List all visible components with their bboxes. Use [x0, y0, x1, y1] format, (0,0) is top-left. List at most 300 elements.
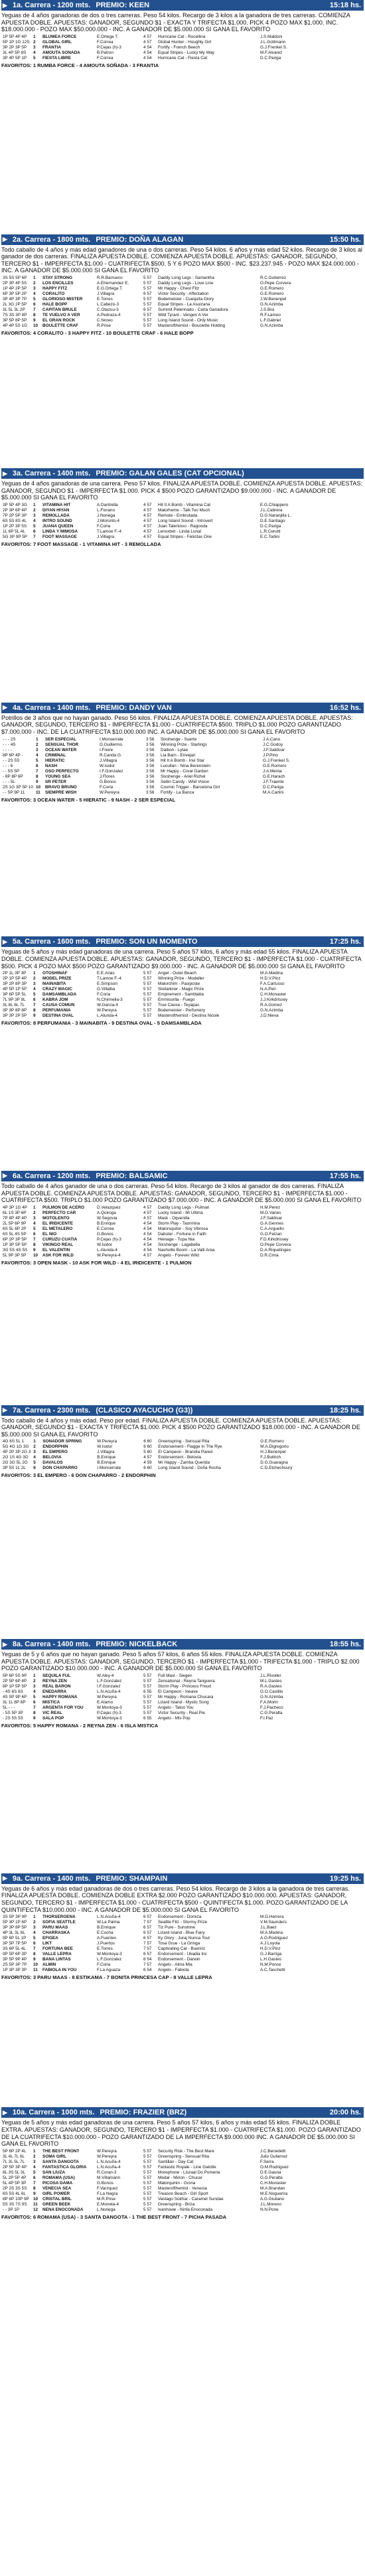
runner-pedigree: Endorsement - Ukadia Inc — [158, 1952, 207, 1957]
runner-age-weight: 5 57 — [143, 296, 152, 301]
runner-jockey: L.N.Acuña-4 — [97, 1915, 121, 1920]
runner-name: FIESTA LIBRE — [42, 55, 71, 60]
runner-form: 4P 4P 5S 1G — [3, 323, 28, 328]
runner-age-weight: 4 54 — [143, 44, 152, 50]
runner-age-weight: 3 56 — [145, 790, 155, 795]
runner-age-weight: 3 56 — [145, 752, 155, 758]
runner-row — [1, 45, 364, 50]
runner-row — [1, 1962, 364, 1968]
runner-name: CHARRASKA — [42, 1931, 70, 1936]
runner-jockey: W.Isidor — [97, 1242, 113, 1247]
runner-form: 1P 3P 3P 3P — [3, 1968, 27, 1973]
runner-jockey: E.Correa — [97, 1226, 114, 1231]
race-header — [1, 0, 364, 11]
runner-trainer: G.N.Azimba — [260, 301, 283, 307]
runner-age-weight: 5 57 — [143, 317, 152, 323]
runner-row — [1, 1237, 364, 1243]
runner-name: FRANTIA — [42, 44, 62, 50]
runner-jockey: F.Correa — [97, 55, 113, 60]
runner-form: - 8P 8P 6P — [3, 774, 23, 779]
runner-name: ARGENTA FOR YOU — [42, 1705, 84, 1710]
runner-number: 4 — [33, 1689, 36, 1694]
runner-jockey: B.Patron — [97, 50, 113, 55]
runner-name: HAPPY ROMANA — [42, 1694, 78, 1699]
runner-form: 2S 5P 3P 7P — [3, 1962, 27, 1968]
runner-row — [1, 785, 364, 790]
runner-age-weight: 6 57 — [143, 1936, 152, 1941]
race-header — [1, 1639, 364, 1650]
runner-trainer: Julio Gutierrez — [260, 2154, 288, 2159]
runner-row — [1, 2197, 364, 2202]
runner-name: CRAZY MAGIC — [42, 987, 72, 992]
runner-number: 2 — [33, 976, 36, 982]
runner-name: BANA LINTAS — [42, 1957, 71, 1962]
runner-age-weight: 5 57 — [143, 2207, 152, 2212]
race-premio: PREMIO: KEEN — [96, 1, 150, 9]
runner-age-weight: 5 60 — [143, 1450, 152, 1455]
runner-name: VENECIA SEA — [42, 2186, 72, 2191]
runner-row — [1, 318, 364, 323]
runner-age-weight: 5 57 — [143, 323, 152, 328]
runner-pedigree: El Campeon - Brandia Pared — [158, 1450, 212, 1455]
runner-name: SONADOR SPRING — [42, 1439, 82, 1444]
runner-number: 1 — [33, 1673, 36, 1678]
runner-age-weight: 6 60 — [143, 1444, 152, 1450]
runner-number: 12 — [33, 2207, 38, 2212]
runner-form: 4P 3L 3L 8L — [3, 1931, 25, 1936]
runner-age-weight: 6 60 — [143, 1466, 152, 1471]
runner-jockey: J.Noriega — [97, 513, 115, 518]
runner-number: 4 — [33, 1221, 36, 1226]
runner-form: 1P 4P 2P 5P — [3, 286, 27, 291]
runner-jockey: L.Fiorano — [97, 507, 115, 513]
runner-name: REYNA ZEN — [42, 1678, 67, 1683]
runner-form: 7L 3L 5L 7L — [3, 2159, 25, 2164]
runner-age-weight: 4 57 — [143, 1455, 152, 1460]
runner-age-weight: 5 57 — [143, 1008, 152, 1013]
runner-name: LIKT — [42, 1941, 52, 1946]
race-header — [1, 234, 364, 245]
runner-trainer: O.M.Rodriguez — [260, 2164, 289, 2170]
runner-row — [1, 1674, 364, 1679]
runner-pedigree: Hit It A Bomb - Invi Star — [160, 758, 205, 763]
race-premio: PREMIO: SON UN MOMENTO — [96, 938, 198, 946]
runner-trainer: G.J.Barriga — [260, 1952, 282, 1957]
runner-number: 2 — [33, 39, 36, 44]
runners-table — [1, 737, 364, 796]
runner-number: 4 — [33, 518, 36, 523]
race-header — [1, 1405, 364, 1416]
runner-name: PERFECTO CAR — [42, 1210, 76, 1215]
runner-age-weight: 5 57 — [143, 1683, 152, 1689]
runner-row — [1, 519, 364, 524]
runner-row — [1, 2186, 364, 2191]
race-time: 18:25 hs. — [329, 1406, 361, 1415]
runner-form: 3P 3P 8P 5P — [3, 1925, 27, 1931]
runner-form: 6S 5S 4L 6L — [3, 2191, 26, 2196]
runner-age-weight: 6 57 — [143, 1952, 152, 1957]
runner-number: 10 — [33, 1962, 38, 1968]
runner-number: 10 — [33, 1252, 38, 1258]
runner-pedigree: Juan Talentoso - Ragooda — [158, 523, 208, 529]
runner-trainer: J.J.Kirkdrissey — [260, 997, 288, 1003]
runner-jockey: F.Coria — [97, 992, 111, 997]
runner-trainer: G.N.Azimba — [260, 1694, 283, 1699]
runner-jockey: G.Bonos — [97, 2180, 113, 2186]
runner-number: 11 — [33, 2201, 38, 2207]
runner-pedigree: Wild Tyrant - Vengen A Ver — [158, 312, 208, 317]
runner-trainer: G.E.Romero — [260, 1439, 284, 1444]
runner-form: 5P 1P 1G 12S — [3, 39, 30, 44]
runner-trainer: A.O.Rodriguez — [260, 1936, 288, 1941]
runner-pedigree: Global Hunter - Houghly Girl — [158, 39, 212, 44]
runner-trainer: R.A.Gomez — [260, 1003, 283, 1008]
race-number-distance: 6a. Carrera - 1200 mts. — [12, 1171, 91, 1180]
runner-age-weight: 4 57 — [143, 1205, 152, 1210]
runner-row — [1, 1221, 364, 1227]
chevron-right-icon: ▶ — [3, 236, 7, 243]
runner-row — [1, 286, 364, 292]
runner-name: AMOUTA SONADA — [42, 50, 80, 55]
runner-jockey: L.F.Gonzalez — [97, 1957, 122, 1962]
runner-pedigree: Mr Happy - Zamba Querida — [158, 1460, 210, 1466]
runner-trainer: G.J.Frenkel S. — [260, 44, 287, 50]
race-section — [0, 1639, 365, 1873]
runner-number: 1 — [33, 1915, 36, 1920]
runner-form: 2P 1L 3P 3P — [3, 971, 27, 976]
runner-pedigree: Angelo - Mis Pop — [158, 1715, 190, 1721]
runner-number: 3 — [33, 513, 36, 518]
runner-pedigree: Hurricane Cat - Fiesta Cat — [158, 55, 208, 60]
runner-age-weight: 5 57 — [143, 2154, 152, 2159]
runner-jockey: P.Cejas (h)-3 — [97, 1710, 121, 1715]
runner-pedigree: Masterofthemist - Bouclette Holding — [158, 323, 226, 328]
runner-row — [1, 987, 364, 992]
runner-form: 6L 1S 3P 6P — [3, 1210, 27, 1215]
runner-name: LINDA Y MIMOSA — [42, 529, 78, 534]
runner-row — [1, 302, 364, 307]
runner-pedigree: Daibon - Lytae — [160, 747, 188, 752]
runner-name: SALA POP — [42, 1715, 64, 1721]
runner-trainer: M.L.Gastes — [260, 1678, 282, 1683]
runner-number: 9 — [33, 317, 36, 323]
runner-row — [1, 2202, 364, 2207]
runner-trainer: N.N.Pone — [260, 2207, 279, 2212]
runner-trainer: M.A.Digregorio — [260, 1444, 289, 1450]
race-favorites: FAVORITOS: 3 EL EMPERO - 6 DON CHAPARRO - 2 ENDORPHIN — [1, 1472, 156, 1479]
runner-form: 2P 2S 3S 5S — [3, 2186, 27, 2191]
runner-age-weight: 4 57 — [143, 34, 152, 39]
runner-trainer: F.J.Bullrich — [260, 1455, 281, 1460]
runner-form: 9P 6P 5L 1P — [3, 1936, 27, 1941]
runner-number: 7 — [33, 534, 36, 539]
runner-jockey: E.E.Arias — [97, 971, 115, 976]
race-time: 15:18 hs. — [329, 1, 361, 9]
runner-form: 7S 3S 3P 8P — [3, 312, 27, 317]
runner-name: EL VALENTIN — [42, 1247, 70, 1252]
runner-name: GLORIOSO MISTER — [42, 296, 83, 301]
runner-trainer: J.F.Traente — [262, 779, 284, 784]
runner-row — [1, 1460, 364, 1466]
runner-form: 9P 5P 6P 3P — [3, 1952, 27, 1957]
runner-name: EFIGEA — [42, 1936, 58, 1941]
runner-row — [1, 1705, 364, 1711]
runner-trainer: F.A.Morin — [260, 1699, 278, 1705]
runner-jockey: E.Moneta-4 — [97, 2201, 119, 2207]
runner-age-weight: 7 57 — [143, 1920, 152, 1925]
runner-pedigree: Captivating Cat - Buenriz — [158, 1946, 206, 1952]
runner-name: SR PETER — [44, 779, 66, 784]
runner-form: - - 3P 1P — [3, 2207, 20, 2212]
runner-jockey: T.Lamoe F.-4 — [97, 976, 121, 982]
runner-number: 5 — [33, 2170, 36, 2175]
runner-trainer: C.H.Monaster — [260, 2180, 287, 2186]
runner-pedigree: Storm Play - Princess Freud — [158, 1683, 211, 1689]
runner-row — [1, 753, 364, 758]
runner-form: - - - - — [3, 747, 12, 752]
runner-number: 11 — [33, 1968, 38, 1973]
runner-row — [1, 1711, 364, 1716]
chevron-right-icon: ▶ — [3, 2108, 7, 2116]
runner-jockey: W.Pereyra — [97, 1008, 117, 1013]
runner-trainer: C.D.Etchechoury — [260, 1466, 293, 1471]
runner-row — [1, 1689, 364, 1695]
runner-number: 3 — [33, 982, 36, 987]
chevron-right-icon: ▶ — [3, 1172, 7, 1179]
runner-age-weight: 4 54 — [143, 1221, 152, 1226]
runner-form: 3P 5P 9P 4P — [3, 1957, 27, 1962]
runner-jockey: E.Ortega T. — [97, 34, 119, 39]
runner-age-weight: 4 54 — [143, 1247, 152, 1252]
runner-number: 10 — [33, 323, 38, 328]
runner-form: 4P 2P 3P 2G 3 — [3, 1450, 31, 1455]
runner-form: 2P 5P 3P 4P — [3, 2164, 27, 2170]
runner-age-weight: 5 57 — [143, 2170, 152, 2175]
runner-pedigree: Greenspring - Sensual Rita — [158, 1439, 210, 1444]
runners-table — [1, 1205, 364, 1258]
runner-age-weight: 4 57 — [143, 1210, 152, 1215]
runner-form: 8P 1P 5P 5P — [3, 1683, 27, 1689]
runner-pedigree: Daddy Long Legs - Love Line — [158, 280, 214, 286]
runner-name: ALMIN — [42, 1962, 56, 1968]
runner-trainer: M.A.Brandan — [260, 2186, 285, 2191]
runner-pedigree: Daddy Long Legs - Samantha — [158, 275, 214, 280]
runner-age-weight: 5 57 — [143, 997, 152, 1003]
runner-trainer: L.F.Gabriel — [260, 317, 281, 323]
runner-name: MODEL PRIZE — [42, 976, 72, 982]
runner-pedigree: Bodemeister - Cuequita Glory — [158, 296, 214, 301]
runner-jockey: W.Montoya-3 — [97, 1705, 122, 1710]
runner-number: 9 — [33, 1013, 36, 1019]
runner-pedigree: Treason Beach - Girl Sport — [158, 2191, 208, 2196]
runner-row — [1, 1936, 364, 1941]
runner-number: 4 — [33, 2164, 36, 2170]
runner-name: VIKINGO REAL — [42, 1242, 74, 1247]
runner-name: FABIOLA IN YOU — [42, 1968, 77, 1973]
runner-number: 7 — [35, 768, 38, 774]
runner-trainer: H.M.Perez — [260, 1205, 281, 1210]
runner-age-weight: 3 56 — [145, 774, 155, 779]
runner-name: EL GRAN ROCK — [42, 317, 76, 323]
runner-row — [1, 2181, 364, 2186]
runner-trainer: J.L.Rivoller — [260, 1673, 281, 1678]
runner-jockey: E.G.Ortega T. — [97, 286, 123, 291]
race-header — [1, 936, 364, 947]
runner-pedigree: Dabster - Fortune in Faith — [158, 1231, 206, 1237]
runner-pedigree: Mr Happy - Chest Fitz — [158, 286, 200, 291]
runner-trainer: G.E.Harach — [262, 774, 285, 779]
runner-number: 5 — [33, 296, 36, 301]
runner-age-weight: 6 60 — [143, 1439, 152, 1444]
runner-name: CORALITO — [42, 291, 65, 296]
runner-form: 5L 9P 3P 5P — [3, 1252, 27, 1258]
runner-age-weight: 4 54 — [143, 1242, 152, 1247]
runner-jockey: E.Alamo — [97, 1699, 113, 1705]
runner-pedigree: Nashville Boom - La Valli Area — [158, 1247, 215, 1252]
runner-form: 3P 4P 3P 7P — [3, 296, 27, 301]
runner-row — [1, 1232, 364, 1237]
runner-jockey: E.Cocha — [97, 1931, 113, 1936]
runner-jockey: C.Noreo — [97, 317, 113, 323]
runner-age-weight: 4 57 — [143, 534, 152, 539]
runner-jockey: W.Montoya-3 — [97, 1715, 122, 1721]
runner-jockey: L.Cabezo-3 — [97, 301, 119, 307]
runner-number: 11 — [35, 790, 40, 795]
runner-number: 3 — [33, 44, 36, 50]
runner-name: BRAVO BRUNO — [44, 784, 77, 790]
runner-age-weight: 5 57 — [143, 312, 152, 317]
runner-trainer: J.D.Nieva — [260, 1013, 279, 1019]
runner-pedigree: Morephone - Liszaal Do Pomeria — [158, 2170, 220, 2175]
runner-form: 3L 4P 5P 8S — [3, 50, 27, 55]
runner-jockey: B.Enrique — [97, 1925, 116, 1931]
runner-jockey: L.N.Acuña-4 — [97, 2164, 121, 2170]
runner-jockey: L.N.Acuña-4 — [97, 1689, 121, 1694]
runner-age-weight: 5 57 — [143, 987, 152, 992]
runner-pedigree: El Campeon - Ineave — [158, 1689, 198, 1694]
runner-form: 2G 1S 4G 3G — [3, 1455, 29, 1460]
runner-trainer: L.R.Cerutti — [260, 529, 281, 534]
race-premio: PREMIO: DANDY VAN — [96, 703, 172, 712]
race-favorites: FAVORITOS: 1 RUMBA FORCE - 4 AMOUTA SOÑADA - 3 FRANTIA — [1, 62, 159, 68]
runner-pedigree: Sixshenge - Lagabella — [158, 1242, 200, 1247]
runner-name: VITAMINA HIT — [42, 502, 71, 507]
runner-pedigree: Emmisorlla - Fuego — [158, 997, 195, 1003]
runner-pedigree: Sixshenge - Suerte — [160, 736, 197, 742]
runner-jockey: W.Isidor — [97, 1444, 113, 1450]
runner-age-weight: 5 57 — [143, 2191, 152, 2196]
runner-number: 5 — [33, 523, 36, 529]
runner-form: 6P 3P 5P 2P — [3, 291, 27, 296]
runner-number: 8 — [33, 2186, 36, 2191]
runner-row — [1, 2165, 364, 2170]
runner-row — [1, 1695, 364, 1700]
runner-number: 1 — [33, 34, 36, 39]
runner-pedigree: Seltin Candy - Wild Vision — [160, 779, 210, 784]
race-conditions: Potrillos de 3 años que no hayan ganado. Peso 56 kilos. FINALIZA APUESTA DOBLE. COMIENZA APUESTA DOBLE. APUESTAS: GANADOR, SEGUNDO, TERCERO $1 - IMPERFECTA $1.000 - CUATRIFECTA $500. TRIPLO $1.000 POZO GARANTIZADO $7.000.000 - INC. DE LA CUATRIFECTA $10.000.000 INC. A GANADOR DE $5.000.000 SI GANA EL FAVORITO — [1, 714, 353, 735]
runner-jockey: J.Puertos — [97, 1941, 115, 1946]
race-conditions: Todo caballo de 4 años y más edad. Peso por edad. FINALIZA APUESTA DOBLE. COMIENZA APUESTA DOBLE. APUESTAS: GANADOR, SEGUNDO $1 - EXACTA Y TRIFECTA $1.000. PICK 4 $500 POZO GARANTIZADO $18.000.000 - INC. A GANADOR DE $5.000.000 SI GANA EL FAVORITO — [1, 1417, 360, 1438]
runner-number: 3 — [33, 286, 36, 291]
runner-form: 5S 3S 7S 9S — [3, 2201, 27, 2207]
runner-age-weight: 5 57 — [143, 275, 152, 280]
runner-pedigree: Lizard Island - Mystic Song — [158, 1699, 209, 1705]
runner-pedigree: Lia Barn - Envejari — [160, 752, 196, 758]
race-number-distance: 9a. Carrera - 1400 mts. — [12, 1874, 91, 1883]
runner-row — [1, 1013, 364, 1019]
runner-pedigree: Fortify - La Banca — [160, 790, 194, 795]
runner-number: 3 — [33, 1925, 36, 1931]
runner-number: 4 — [33, 291, 36, 296]
runner-pedigree: Security Risk - The Best Mare — [158, 2148, 214, 2154]
runner-name: CRIMINAL — [44, 752, 66, 758]
runner-row — [1, 40, 364, 45]
runner-trainer: G.E.Romero — [262, 763, 287, 768]
runner-jockey: D.Velazquez — [97, 1205, 121, 1210]
runner-form: 1P 3P 5P 5P — [3, 1242, 27, 1247]
runner-name: BLUMEA FORCE — [42, 34, 77, 39]
runner-pedigree: Seattle Fitz - Stormy Prize — [158, 1920, 208, 1925]
runner-name: ROMAMA (USA) — [42, 2175, 75, 2180]
runner-row — [1, 1931, 364, 1936]
runner-form: 3S 5P 3P 9P — [3, 1915, 27, 1920]
runner-trainer: D.C.Pariga — [262, 784, 284, 790]
runner-age-weight: 3 56 — [145, 758, 155, 763]
runner-number: 1 — [33, 2148, 36, 2154]
race-conditions: Yeguas de 5 años y más edad ganadoras de una carrera. Peso 5 años 57 kilos, 6 años y más edad 55 kilos. FINALIZA DOBLE EXTRA. APUESTAS: GANADOR, SEGUNDO, TERCERO $1 - IMPERFECTA $1.000 - CUATRIFECTA $1.000. POZO GARANTIZADO DE LA CUATRIFECTA $10.000.000 - POZO GARANTIZADO DE LA IMPERFECTA $9.000.000 INC. A GANADOR DE $5.000.000 SI GANA EL FAVORITO — [1, 2119, 361, 2148]
runner-age-weight: 3 56 — [145, 747, 155, 752]
runner-name: EL NIO — [42, 1231, 57, 1237]
runner-jockey: W.Aley-4 — [97, 1673, 114, 1678]
runner-jockey: W.Garcia-4 — [97, 1003, 118, 1008]
runner-jockey: P.Cejas (h)-3 — [97, 1237, 121, 1242]
runner-name: SER ESPECIAL — [44, 736, 76, 742]
runner-number: 2 — [33, 280, 36, 286]
race-premio: (CLASICO AYACUCHO (G3)) — [96, 1406, 193, 1415]
runner-age-weight: 6 54 — [143, 1968, 152, 1973]
runner-number: 6 — [33, 1231, 36, 1237]
runner-row — [1, 281, 364, 286]
runner-row — [1, 307, 364, 313]
runner-number: 3 — [33, 1215, 36, 1221]
runner-age-weight: 5 57 — [143, 1673, 152, 1678]
runner-age-weight: 6 55 — [143, 1715, 152, 1721]
runner-trainer: J.L.Baez — [260, 1925, 277, 1931]
runner-number: 9 — [33, 1957, 36, 1962]
runner-pedigree: Remote - Embrutada — [158, 513, 198, 518]
runner-form: 3P 2P 8P 3P — [3, 982, 27, 987]
runner-trainer: H.J.Benenpel — [260, 1450, 286, 1455]
runner-name: EL METALERO — [42, 1226, 73, 1231]
runner-number: 6 — [33, 2175, 36, 2180]
runner-age-weight: 5 57 — [143, 301, 152, 307]
runner-number: 4 — [33, 50, 36, 55]
runner-trainer: J.C.Godoy — [262, 742, 283, 747]
race-time: 16:52 hs. — [329, 703, 361, 712]
runner-trainer: R.A.Gastes — [260, 1683, 282, 1689]
runner-trainer: G.J.Frenkel S. — [262, 758, 290, 763]
runner-number: 4 — [33, 1931, 36, 1936]
runner-row — [1, 508, 364, 513]
runner-jockey: W.Pereyra — [97, 2154, 117, 2159]
runner-age-weight: 5 57 — [143, 1678, 152, 1683]
runner-number: 8 — [33, 1710, 36, 1715]
race-number-distance: 1a. Carrera - 1200 mts. — [12, 1, 91, 9]
runner-form: 5L 2P 5P 4P — [3, 2175, 27, 2180]
runner-jockey: G.Bonos — [97, 1231, 113, 1237]
runner-age-weight: 5 57 — [143, 982, 152, 987]
runner-jockey: F.Coria — [97, 523, 111, 529]
